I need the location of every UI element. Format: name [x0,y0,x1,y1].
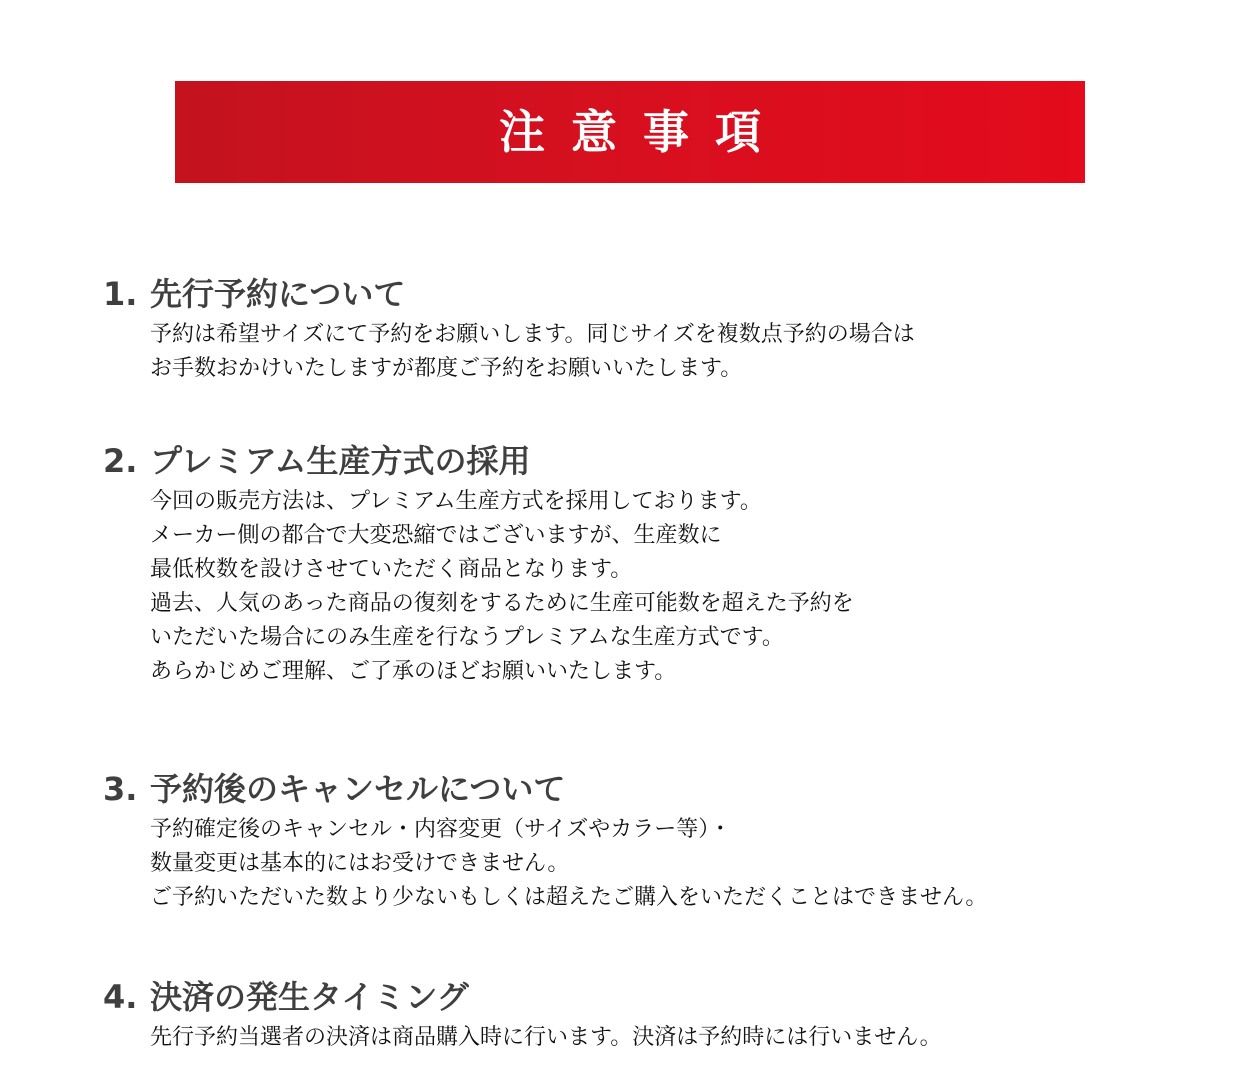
section-number: 2. [103,442,138,480]
section-text-line: ご予約いただいた数より少ないもしくは超えたご購入をいただくことはできません。 [150,885,988,910]
section-body [150,1021,1233,1055]
section-number: 1. [103,275,138,313]
section-text-line: いただいた場合にのみ生産を行なうプレミアムな生産方式です。 [150,625,784,650]
section-text-line: あらかじめご理解、ご了承のほどお願いいたします。 [150,659,677,684]
section-text-line: 過去、人気のあった商品の復刻をするために生産可能数を超えた予約を [150,591,854,616]
section-premium-production [103,441,1233,689]
section-text-line: お手数おかけいたしますが都度ご予約をお願いいたします。 [150,356,743,381]
section-heading [103,769,1233,809]
section-cancellation [103,769,1233,915]
section-text-line: 予約確定後のキャンセル・内容変更（サイズやカラー等）・ [150,817,732,842]
section-heading [103,441,1233,481]
section-advance-reservation [103,274,1233,386]
section-body [150,813,1233,915]
notice-banner [175,81,1085,183]
section-heading [103,977,1233,1017]
section-payment-timing [103,977,1233,1055]
section-title: 決済の発生タイミング [150,978,469,1016]
section-title: プレミアム生産方式の採用 [150,442,531,480]
section-text-line: 最低枚数を設けさせていただく商品となります。 [150,557,633,582]
section-text-line: 今回の販売方法は、プレミアム生産方式を採用しております。 [150,489,762,514]
section-text-line: 先行予約当選者の決済は商品購入時に行います。決済は予約時には行いません。 [150,1025,942,1050]
banner-title: 注意事項 [499,105,787,159]
section-title: 先行予約について [150,275,406,313]
section-title: 予約後のキャンセルについて [150,770,566,808]
section-text-line: 予約は希望サイズにて予約をお願いします。同じサイズを複数点予約の場合は [150,322,915,347]
section-body [150,318,1233,386]
section-number: 4. [103,978,138,1016]
section-body [150,485,1233,689]
section-text-line: メーカー側の都合で大変恐縮ではございますが、生産数に [150,523,722,548]
section-text-line: 数量変更は基本的にはお受けできません。 [150,851,570,876]
section-number: 3. [103,770,138,808]
section-heading [103,274,1233,314]
